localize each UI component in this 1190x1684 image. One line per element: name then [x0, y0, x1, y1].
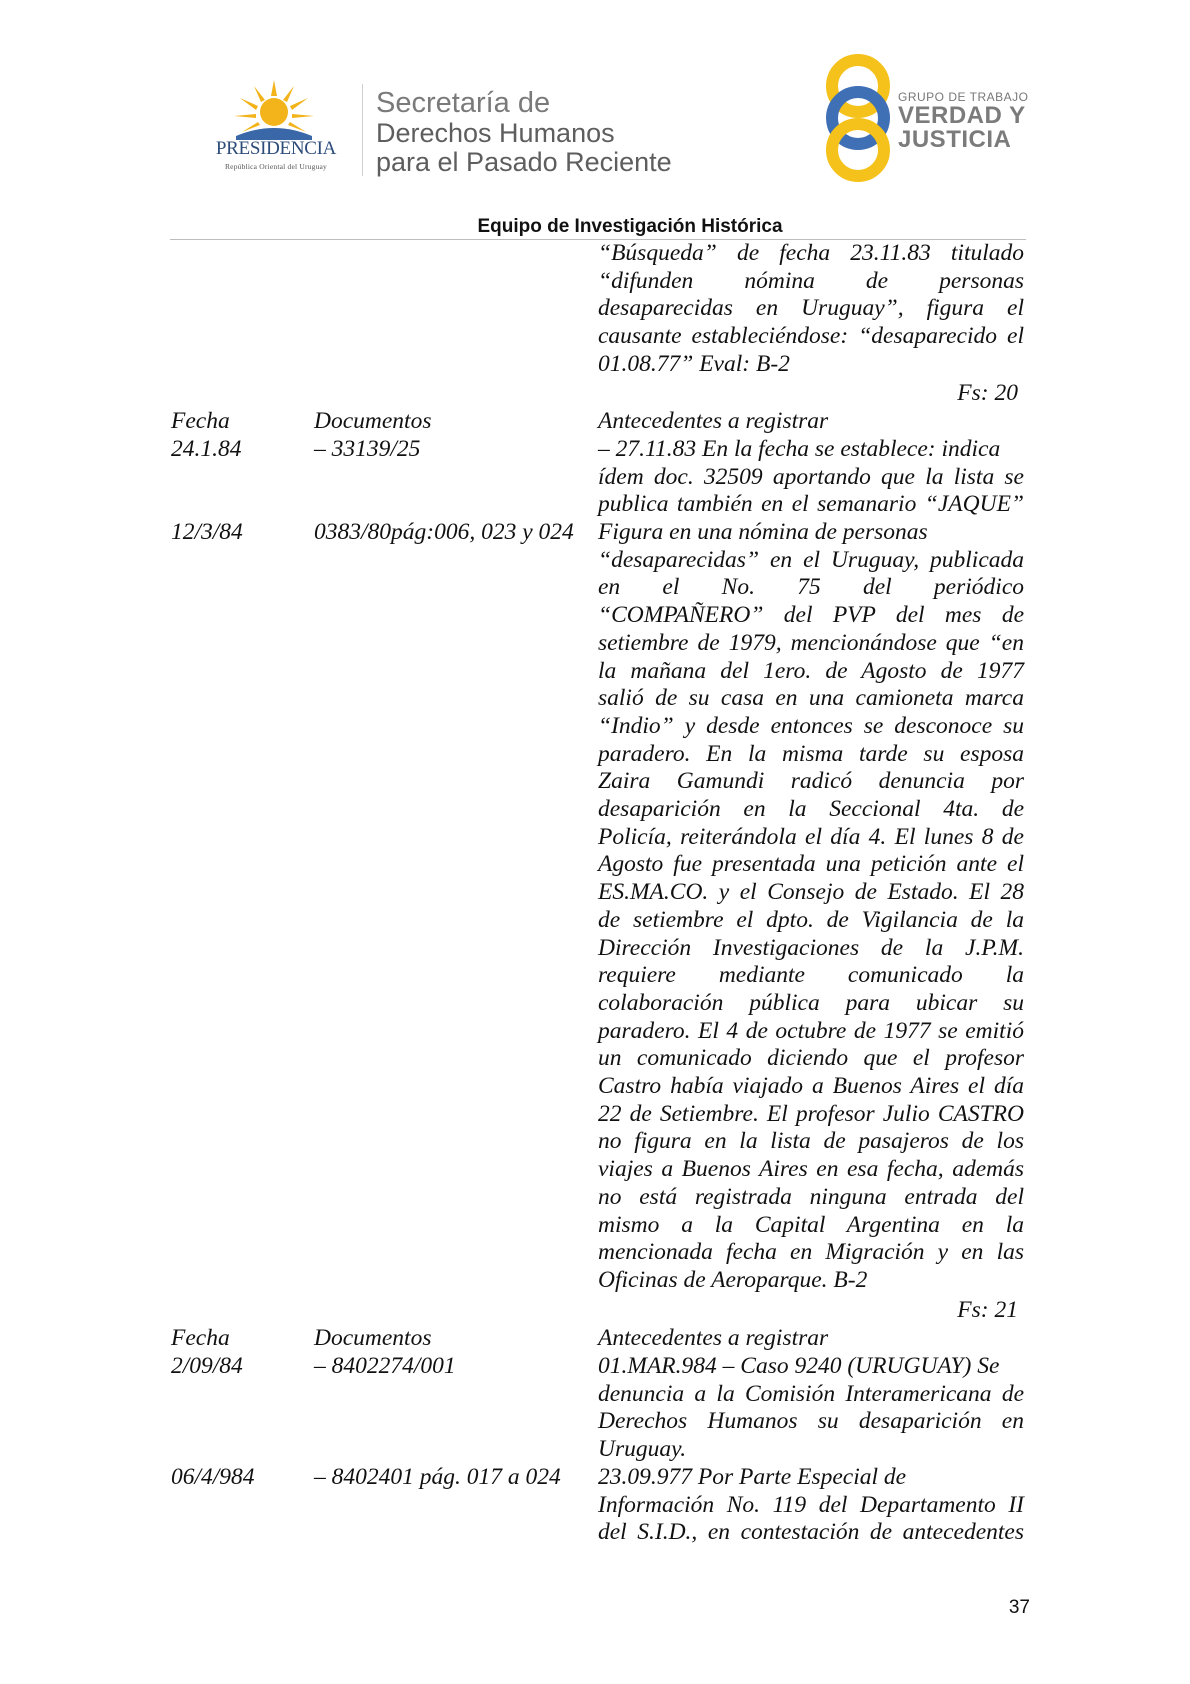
- text-line: Oficinas de Aeroparque. B-2: [598, 1266, 868, 1293]
- row-fecha: 12/3/84: [171, 519, 243, 545]
- text-line: no está registrada ninguna entrada del: [598, 1183, 1024, 1210]
- text-line: ídem doc. 32509 aportando que la lista se: [598, 463, 1024, 490]
- text-line: colaboración pública para ubicar su: [598, 989, 1024, 1016]
- secretaria-line-1: Secretaría de: [376, 87, 551, 119]
- folio-number: Fs: 21: [957, 1297, 1018, 1323]
- text-line: Uruguay.: [598, 1436, 687, 1463]
- text-line: viajes a Buenos Aires en esa fecha, además: [598, 1156, 1024, 1183]
- text-line: requiere mediante comunicado la: [598, 962, 1024, 989]
- text-line: publica también en el semanario “JAQUE”: [598, 491, 1024, 518]
- text-line: la mañana del 1ero. de Agosto de 1977: [598, 657, 1024, 684]
- row-documento: – 33139/25: [314, 436, 421, 462]
- text-line: Figura en una nómina de personas: [598, 519, 928, 545]
- grupo-line-2: VERDAD Y: [898, 102, 1026, 129]
- grupo-trabajo-wordmark: [898, 90, 1028, 152]
- text-line: Policía, reiterándola el día 4. El lunes 8 de: [598, 823, 1024, 850]
- row-fecha: 06/4/984: [171, 1464, 255, 1490]
- presidencia-logo: [196, 80, 356, 176]
- row-documento: – 8402401 pág. 017 a 024: [314, 1464, 561, 1490]
- row-fecha: 24.1.84: [171, 436, 242, 462]
- text-line: 01.08.77” Eval: B-2: [598, 350, 790, 377]
- text-line: desaparición en la Seccional 4ta. de: [598, 796, 1024, 823]
- text-line: mismo a la Capital Argentina en la: [598, 1211, 1024, 1238]
- text-line: “desaparecidas” en el Uruguay, publicada: [598, 546, 1024, 573]
- column-header-documentos: Documentos: [314, 408, 432, 434]
- row-fecha: 2/09/84: [171, 1353, 243, 1379]
- text-line: paradero. El 4 de octubre de 1977 se emitió: [598, 1017, 1024, 1044]
- grupo-line-3: JUSTICIA: [898, 126, 1012, 153]
- text-line: paradero. En la misma tarde su esposa: [598, 740, 1024, 767]
- text-line: “Indio” y desde entonces se desconoce su: [598, 712, 1024, 739]
- secretaria-line-3: para el Pasado Reciente: [376, 147, 672, 177]
- text-line: 22 de Setiembre. El profesor Julio CASTRO: [598, 1100, 1024, 1127]
- presidencia-subtitle: República Oriental del Uruguay: [224, 162, 327, 171]
- text-line: en el No. 75 del periódico: [598, 574, 1024, 601]
- folio-number: Fs: 20: [957, 380, 1018, 406]
- text-line: setiembre de 1979, mencionándose que “en: [598, 629, 1024, 656]
- page-number: 37: [1008, 1597, 1030, 1618]
- text-line: “COMPAÑERO” del PVP del mes de: [598, 602, 1024, 629]
- text-line: Agosto fue presentada una petición ante el: [598, 851, 1024, 878]
- grupo-line-1: GRUPO DE TRABAJO: [898, 90, 1029, 104]
- secretaria-title: [376, 88, 672, 177]
- text-line: mencionada fecha en Migración y en las: [598, 1239, 1024, 1266]
- text-line: “difunden nómina de personas: [598, 267, 1024, 294]
- row-documento: 0383/80pág:006, 023 y 024: [314, 519, 574, 545]
- text-line: Dirección Investigaciones de la J.P.M.: [598, 934, 1024, 961]
- text-line: denuncia a la Comisión Interamericana de: [598, 1380, 1024, 1407]
- header-divider: [362, 84, 363, 176]
- continuation-paragraph: [598, 240, 1024, 379]
- text-line: del S.I.D., en contestación de antecedentes: [598, 1519, 1024, 1546]
- row-antecedentes: [598, 1464, 1024, 1547]
- text-line: salió de su casa en una camioneta marca: [598, 685, 1024, 712]
- column-header-antecedentes: Antecedentes a registrar: [598, 408, 829, 434]
- text-line: Castro había viajado a Buenos Aires el día: [598, 1073, 1024, 1100]
- text-line: 23.09.977 Por Parte Especial de: [598, 1464, 907, 1490]
- text-line: “Búsqueda” de fecha 23.11.83 titulado: [598, 240, 1024, 266]
- column-header-antecedentes: Antecedentes a registrar: [598, 1325, 829, 1351]
- text-line: – 27.11.83 En la fecha se establece: indica: [598, 436, 1001, 462]
- column-header-fecha: Fecha: [171, 1325, 230, 1351]
- row-antecedentes: [598, 436, 1024, 519]
- text-line: ES.MA.CO. y el Consejo de Estado. El 28: [598, 879, 1024, 906]
- text-line: un comunicado diciendo que el profesor: [598, 1045, 1024, 1072]
- column-header-fecha: Fecha: [171, 408, 230, 434]
- team-heading: Equipo de Investigación Histórica: [477, 216, 783, 237]
- text-line: de setiembre el dpto. de Vigilancia de la: [598, 906, 1024, 933]
- text-line: Zaira Gamundi radicó denuncia por: [598, 768, 1024, 795]
- row-antecedentes: [598, 519, 1024, 1295]
- text-line: Derechos Humanos su desaparición en: [598, 1408, 1024, 1435]
- text-line: no figura en la lista de pasajeros de los: [598, 1128, 1024, 1155]
- text-line: desaparecidas en Uruguay”, figura el: [598, 295, 1024, 322]
- text-line: 01.MAR.984 – Caso 9240 (URUGUAY) Se: [598, 1353, 1000, 1379]
- text-line: causante estableciéndose: “desaparecido el: [598, 323, 1024, 350]
- text-line: Información No. 119 del Departamento II: [598, 1491, 1024, 1518]
- row-documento: – 8402274/001: [314, 1353, 456, 1379]
- sun-emblem-icon: [234, 80, 314, 140]
- row-antecedentes: [598, 1353, 1024, 1464]
- presidencia-wordmark: PRESIDENCIA: [215, 138, 337, 159]
- column-header-documentos: Documentos: [314, 1325, 432, 1351]
- secretaria-line-2: Derechos Humanos: [376, 118, 615, 148]
